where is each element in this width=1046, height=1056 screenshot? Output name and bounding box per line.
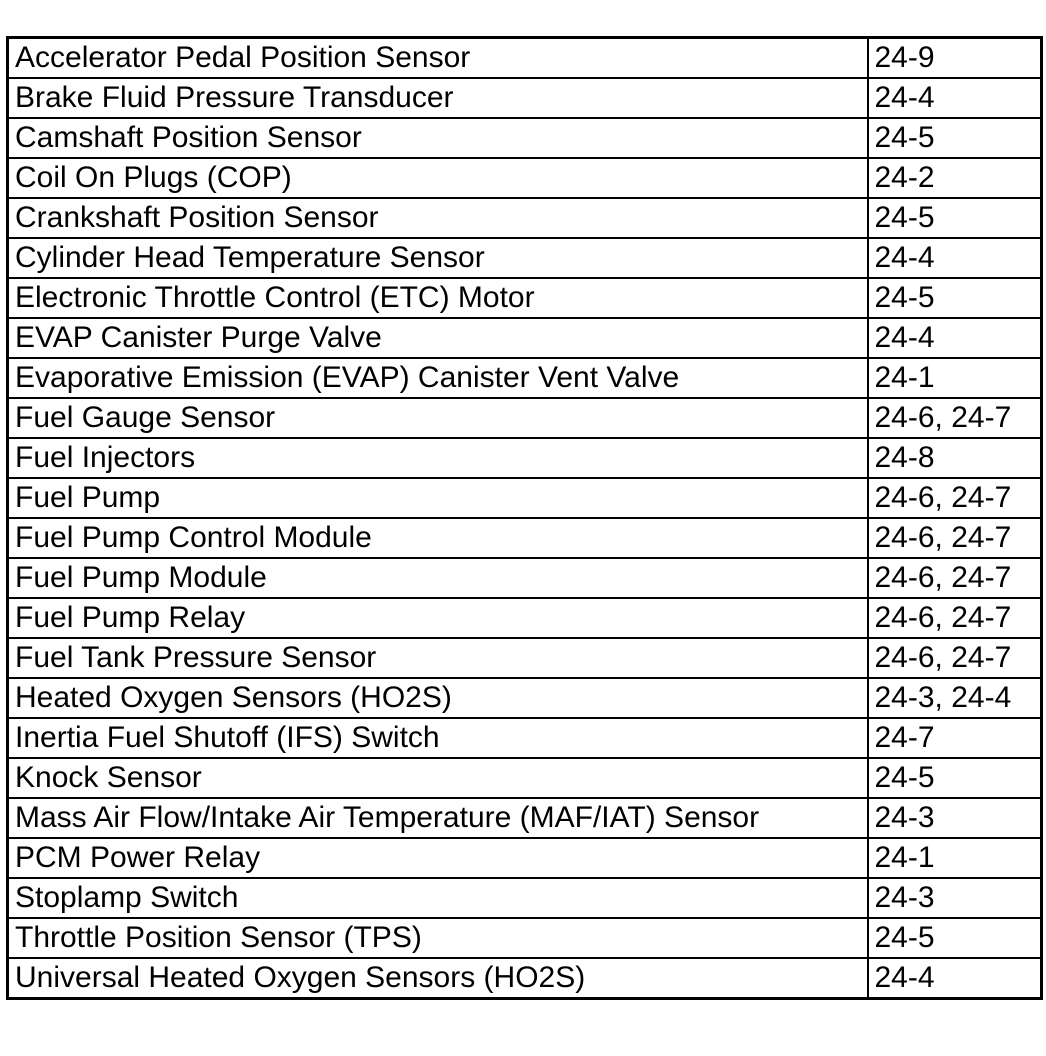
page-reference-cell: 24-7 <box>868 718 1042 758</box>
page-reference-cell: 24-6, 24-7 <box>868 558 1042 598</box>
component-name-cell: Camshaft Position Sensor <box>8 118 868 158</box>
page-reference-cell: 24-4 <box>868 958 1042 999</box>
table-row <box>8 518 1042 558</box>
table-row <box>8 758 1042 798</box>
table-row <box>8 78 1042 118</box>
table-row <box>8 598 1042 638</box>
table-row <box>8 318 1042 358</box>
page-reference-cell: 24-5 <box>868 758 1042 798</box>
component-name-cell: Knock Sensor <box>8 758 868 798</box>
component-name-cell: Fuel Pump <box>8 478 868 518</box>
page-reference-cell: 24-6, 24-7 <box>868 398 1042 438</box>
component-name-cell: Crankshaft Position Sensor <box>8 198 868 238</box>
component-name-cell: Throttle Position Sensor (TPS) <box>8 918 868 958</box>
component-name-cell: Inertia Fuel Shutoff (IFS) Switch <box>8 718 868 758</box>
table-row <box>8 878 1042 918</box>
table-row <box>8 398 1042 438</box>
page-reference-cell: 24-5 <box>868 118 1042 158</box>
page-reference-cell: 24-6, 24-7 <box>868 638 1042 678</box>
table-row <box>8 278 1042 318</box>
table-row <box>8 38 1042 79</box>
component-name-cell: Heated Oxygen Sensors (HO2S) <box>8 678 868 718</box>
page-reference-cell: 24-2 <box>868 158 1042 198</box>
table-row <box>8 918 1042 958</box>
component-name-cell: Stoplamp Switch <box>8 878 868 918</box>
table-row <box>8 558 1042 598</box>
table-row <box>8 238 1042 278</box>
component-name-cell: Brake Fluid Pressure Transducer <box>8 78 868 118</box>
page-reference-cell: 24-4 <box>868 238 1042 278</box>
component-name-cell: EVAP Canister Purge Valve <box>8 318 868 358</box>
table-row <box>8 678 1042 718</box>
component-name-cell: Evaporative Emission (EVAP) Canister Vent Valve <box>8 358 868 398</box>
table-row <box>8 638 1042 678</box>
page-reference-cell: 24-1 <box>868 358 1042 398</box>
component-name-cell: PCM Power Relay <box>8 838 868 878</box>
page-reference-cell: 24-3 <box>868 798 1042 838</box>
table-row <box>8 198 1042 238</box>
component-name-cell: Coil On Plugs (COP) <box>8 158 868 198</box>
table-body <box>8 38 1042 999</box>
component-name-cell: Fuel Pump Relay <box>8 598 868 638</box>
page-reference-cell: 24-9 <box>868 38 1042 79</box>
table-row <box>8 838 1042 878</box>
component-name-cell: Fuel Pump Control Module <box>8 518 868 558</box>
component-name-cell: Universal Heated Oxygen Sensors (HO2S) <box>8 958 868 999</box>
page-reference-cell: 24-5 <box>868 278 1042 318</box>
page-reference-cell: 24-3, 24-4 <box>868 678 1042 718</box>
component-name-cell: Fuel Tank Pressure Sensor <box>8 638 868 678</box>
component-name-cell: Mass Air Flow/Intake Air Temperature (MAF/IAT) Sensor <box>8 798 868 838</box>
table-row <box>8 438 1042 478</box>
table-row <box>8 718 1042 758</box>
page-reference-cell: 24-6, 24-7 <box>868 478 1042 518</box>
page-reference-cell: 24-5 <box>868 198 1042 238</box>
component-name-cell: Cylinder Head Temperature Sensor <box>8 238 868 278</box>
page-reference-cell: 24-6, 24-7 <box>868 598 1042 638</box>
component-name-cell: Fuel Pump Module <box>8 558 868 598</box>
table-row <box>8 158 1042 198</box>
component-name-cell: Electronic Throttle Control (ETC) Motor <box>8 278 868 318</box>
component-name-cell: Fuel Gauge Sensor <box>8 398 868 438</box>
page-reference-cell: 24-4 <box>868 78 1042 118</box>
page-reference-cell: 24-6, 24-7 <box>868 518 1042 558</box>
page-reference-cell: 24-4 <box>868 318 1042 358</box>
table-row <box>8 958 1042 999</box>
page-reference-cell: 24-5 <box>868 918 1042 958</box>
page-reference-cell: 24-3 <box>868 878 1042 918</box>
table-row <box>8 478 1042 518</box>
page-reference-cell: 24-1 <box>868 838 1042 878</box>
component-name-cell: Accelerator Pedal Position Sensor <box>8 38 868 79</box>
table-row <box>8 118 1042 158</box>
table-row <box>8 798 1042 838</box>
table-row <box>8 358 1042 398</box>
page-reference-cell: 24-8 <box>868 438 1042 478</box>
component-name-cell: Fuel Injectors <box>8 438 868 478</box>
component-location-table <box>6 36 1043 1000</box>
